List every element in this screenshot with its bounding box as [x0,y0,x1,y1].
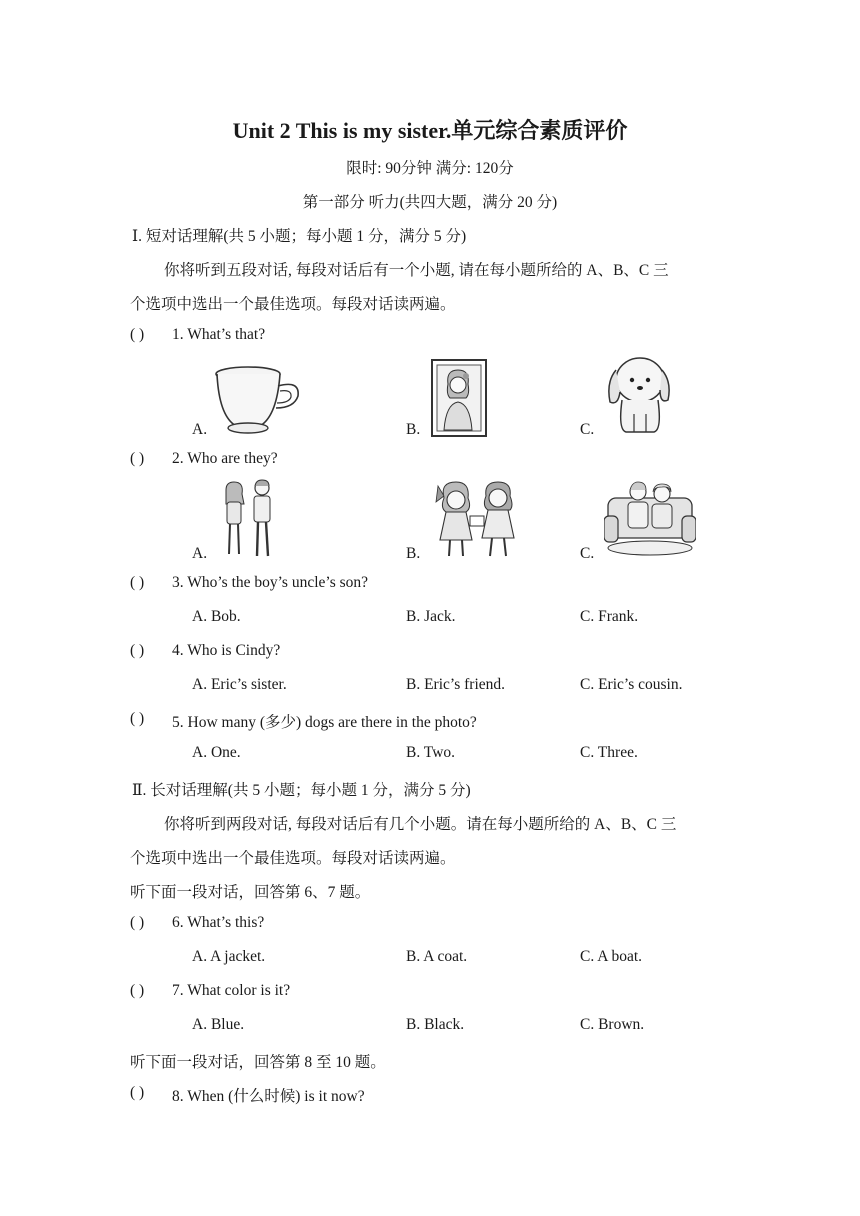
section1-instruction-line2: 个选项中选出一个最佳选项。每段对话读两遍。 [130,296,456,313]
question-7: 7. What color is it? [172,982,291,999]
answer-bracket[interactable]: ( ) [130,450,145,467]
q1-option-a-label[interactable]: A. [192,421,208,438]
section2-instruction-line1: 你将听到两段对话, 每段对话后有几个小题。请在每小题所给的 A、B、C 三 [164,816,677,833]
q4-option-c[interactable]: C. Eric’s cousin. [580,676,683,693]
q5-option-b[interactable]: B. Two. [406,744,456,761]
answer-bracket[interactable]: ( ) [130,914,145,931]
q2-option-b-label[interactable]: B. [406,545,421,562]
answer-bracket[interactable]: ( ) [130,326,145,343]
q7-option-b[interactable]: B. Black. [406,1016,465,1033]
q6-option-b[interactable]: B. A coat. [406,948,468,965]
grandparents-on-sofa-icon[interactable] [604,476,696,558]
question-1: 1. What’s that? [172,326,266,343]
puppy-icon[interactable] [604,352,672,436]
section2-instruction-line2: 个选项中选出一个最佳选项。每段对话读两遍。 [130,850,456,867]
q4-option-a[interactable]: A. Eric’s sister. [192,676,287,693]
answer-bracket[interactable]: ( ) [130,574,145,591]
question-4: 4. Who is Cindy? [172,642,281,659]
q3-option-a[interactable]: A. Bob. [192,608,241,625]
answer-bracket[interactable]: ( ) [130,1084,145,1101]
q2-option-a-label[interactable]: A. [192,545,208,562]
q5-option-c[interactable]: C. Three. [580,744,638,761]
q7-option-a[interactable]: A. Blue. [192,1016,245,1033]
page-title: Unit 2 This is my sister.单元综合素质评价 [232,118,628,143]
question-8: 8. When (什么时候) is it now? [172,1088,365,1105]
girl-and-boy-icon[interactable] [216,478,282,560]
q3-option-b[interactable]: B. Jack. [406,608,456,625]
section2-heading: Ⅱ. 长对话理解(共 5 小题；每小题 1 分，满分 5 分) [132,782,471,799]
dialogue1-instruction: 听下面一段对话，回答第 6、7 题。 [130,884,371,901]
answer-bracket[interactable]: ( ) [130,710,145,727]
section1-instruction-line1: 你将听到五段对话, 每段对话后有一个小题, 请在每小题所给的 A、B、C 三 [164,262,669,279]
q5-option-a[interactable]: A. One. [192,744,241,761]
q4-option-b[interactable]: B. Eric’s friend. [406,676,506,693]
q1-option-c-label[interactable]: C. [580,421,595,438]
question-3: 3. Who’s the boy’s uncle’s son? [172,574,369,591]
q7-option-c[interactable]: C. Brown. [580,1016,645,1033]
girl-photo-icon[interactable] [430,358,488,438]
teacup-icon[interactable] [214,364,304,436]
answer-bracket[interactable]: ( ) [130,982,145,999]
question-2: 2. Who are they? [172,450,278,467]
part-heading: 第一部分 听力(共四大题，满分 20 分) [302,194,558,211]
q6-option-a[interactable]: A. A jacket. [192,948,266,965]
question-6: 6. What’s this? [172,914,265,931]
q6-option-c[interactable]: C. A boat. [580,948,643,965]
answer-bracket[interactable]: ( ) [130,642,145,659]
q2-option-c-label[interactable]: C. [580,545,595,562]
dialogue2-instruction: 听下面一段对话，回答第 8 至 10 题。 [130,1054,386,1071]
question-5: 5. How many (多少) dogs are there in the photo? [172,714,477,731]
q3-option-c[interactable]: C. Frank. [580,608,639,625]
q1-option-b-label[interactable]: B. [406,421,421,438]
section1-heading: Ⅰ. 短对话理解(共 5 小题；每小题 1 分，满分 5 分) [132,228,467,245]
time-score-meta: 限时: 90分钟 满分: 120分 [346,160,514,177]
two-girls-icon[interactable] [430,478,522,560]
